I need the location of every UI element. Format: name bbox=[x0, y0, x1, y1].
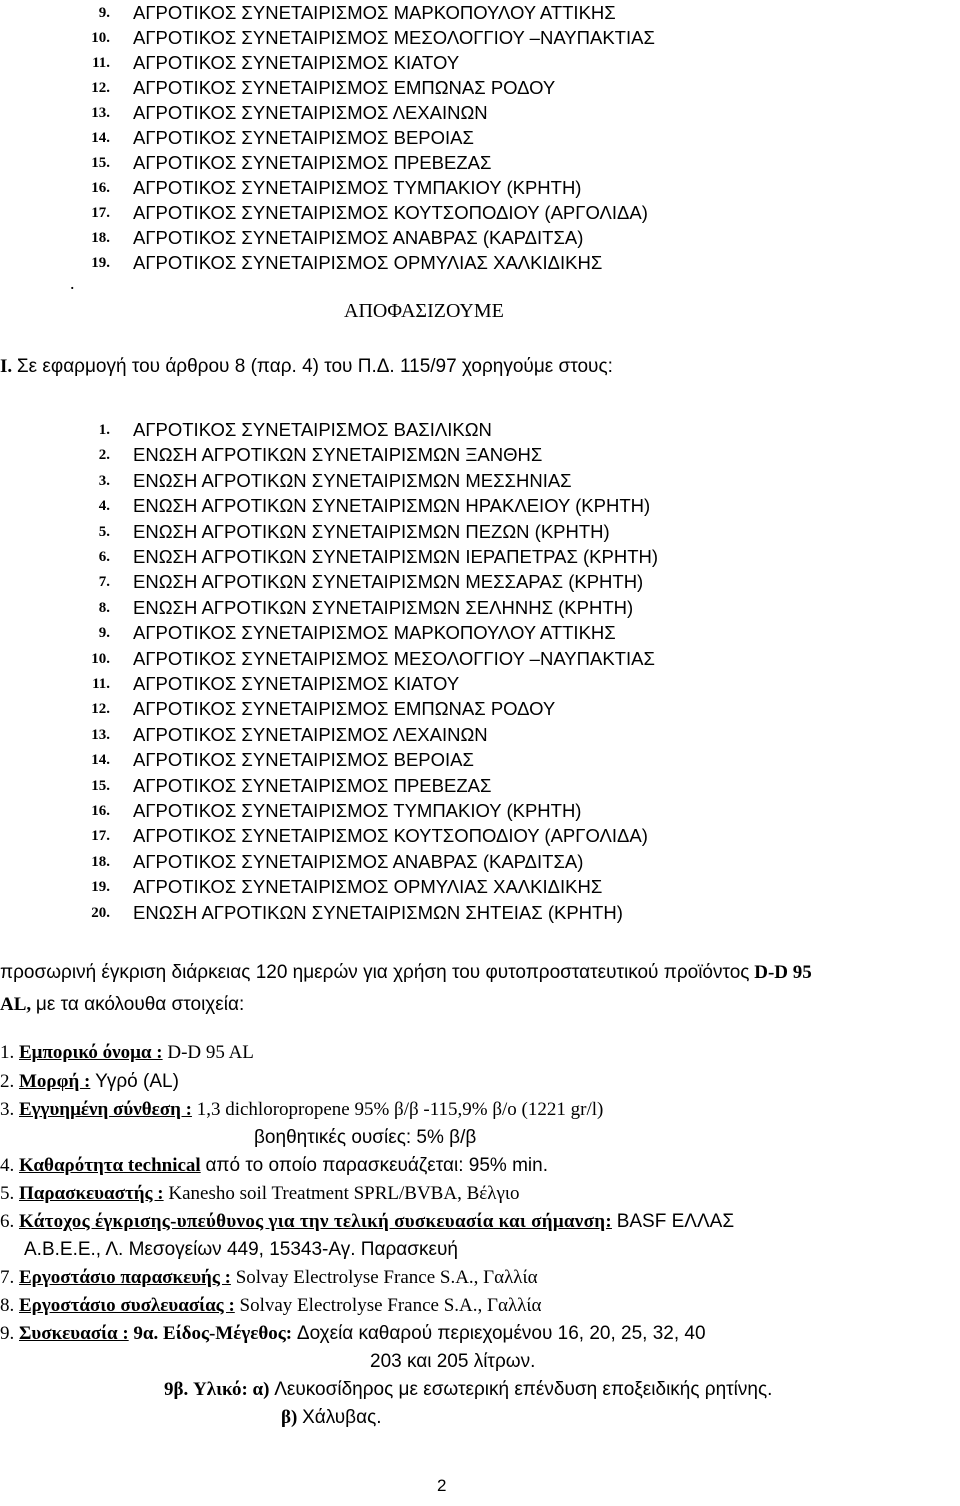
sub-item-label: Υλικό: bbox=[193, 1379, 248, 1400]
option-marker: α) bbox=[252, 1379, 270, 1400]
sub-item-number: 9β. bbox=[164, 1379, 189, 1400]
product-code: D-D 95 bbox=[754, 962, 812, 983]
product-code-suffix: AL, bbox=[0, 994, 32, 1015]
item-holder-address: Α.Β.Ε.Ε., Λ. Μεσογείων 449, 15343-Αγ. Παρασκευή bbox=[24, 1239, 458, 1260]
intro-line-2 bbox=[0, 994, 244, 1016]
option-marker: β) bbox=[281, 1407, 298, 1428]
item-composition: 3. Εγγυημένη σύνθεση : 1,3 dichloropropene 95% β/β -115,9% β/ο (1221 gr/l) bbox=[0, 1099, 604, 1120]
section-intro bbox=[0, 356, 613, 378]
item-label: Συσκευασία : bbox=[19, 1323, 129, 1344]
item-value: Υγρό (AL) bbox=[95, 1071, 179, 1092]
item-value: Kanesho soil Treatment SPRL/BVBA, Βέλγιο bbox=[168, 1183, 520, 1204]
item-label: Εγγυημένη σύνθεση : bbox=[19, 1099, 192, 1120]
item-manufacturer: 5. Παρασκευαστής : Kanesho soil Treatment SPRL/BVBA, Βέλγιο bbox=[0, 1183, 520, 1204]
item-value: D-D 95 AL bbox=[167, 1042, 254, 1063]
item-label: Εργοστάσιο συσλευασίας : bbox=[19, 1295, 235, 1316]
item-packaging-plant: 8. Εργοστάσιο συσλευασίας : Solvay Electrolyse France S.A., Γαλλία bbox=[0, 1295, 542, 1316]
item-value: Solvay Electrolyse France S.A., Γαλλία bbox=[235, 1267, 538, 1288]
item-label: Κάτοχος έγκρισης-υπεύθυνος για την τελική συσκευασία και σήμανση: bbox=[19, 1211, 612, 1232]
item-holder: 6. Κάτοχος έγκρισης-υπεύθυνος για την τελική συσκευασία και σήμανση: BASF ΕΛΛΑΣ bbox=[0, 1211, 735, 1232]
intro-text-2: με τα ακόλουθα στοιχεία: bbox=[35, 994, 245, 1015]
item-purity: 4. Καθαρότητα technical από το οποίο παρασκευάζεται: 95% min. bbox=[0, 1155, 548, 1176]
item-form: 2. Μορφή : Υγρό (AL) bbox=[0, 1071, 179, 1092]
intro-line-1 bbox=[0, 962, 812, 984]
item-value: BASF ΕΛΛΑΣ bbox=[616, 1211, 735, 1232]
item-value: 1,3 dichloropropene 95% β/β -115,9% β/ο (1221 gr/l) bbox=[196, 1099, 604, 1120]
item-composition-extra: βοηθητικές ουσίες: 5% β/β bbox=[254, 1127, 477, 1148]
section-text: Σε εφαρμογή του άρθρου 8 (παρ. 4) του Π.Δ. 115/97 χορηγούμε στους: bbox=[16, 356, 613, 377]
item-label: Εργοστάσιο παρασκευής : bbox=[19, 1267, 231, 1288]
decision-heading: ΑΠΟΦΑΣΙΖΟΥΜΕ bbox=[344, 300, 504, 322]
section-number: Ι. bbox=[0, 356, 13, 377]
item-packaging-material-b bbox=[281, 1407, 382, 1429]
page-number: 2 bbox=[437, 1476, 447, 1495]
item-value: Solvay Electrolyse France S.A., Γαλλία bbox=[239, 1295, 542, 1316]
intro-text: προσωρινή έγκριση διάρκειας 120 ημερών για χρήση του φυτοπροστατευτικού προϊόντος bbox=[0, 962, 750, 983]
item-label: Εμπορικό όνομα : bbox=[19, 1042, 163, 1063]
option-value: Χάλυβας. bbox=[302, 1407, 382, 1428]
stray-dot: . bbox=[70, 273, 75, 293]
item-packaging-sizes-cont: 203 και 205 λίτρων. bbox=[370, 1351, 536, 1372]
sub-item-value: Δοχεία καθαρού περιεχομένου 16, 20, 25, 32, 40 bbox=[296, 1323, 706, 1344]
item-label: Παρασκευαστής : bbox=[19, 1183, 164, 1204]
item-packaging-material bbox=[164, 1379, 772, 1401]
sub-item-number: 9α. bbox=[133, 1323, 159, 1344]
item-production-plant: 7. Εργοστάσιο παρασκευής : Solvay Electrolyse France S.A., Γαλλία bbox=[0, 1267, 538, 1288]
item-trade-name: 1. Εμπορικό όνομα : D-D 95 AL bbox=[0, 1042, 254, 1063]
item-label: Καθαρότητα technical bbox=[19, 1155, 201, 1176]
item-label: Μορφή : bbox=[19, 1071, 91, 1092]
item-packaging: 9. Συσκευασία : 9α. Είδος-Μέγεθος: Δοχεία καθαρού περιεχομένου 16, 20, 25, 32, 40 bbox=[0, 1323, 706, 1344]
option-value: Λευκοσίδηρος με εσωτερική επένδυση εποξειδικής ρητίνης. bbox=[274, 1379, 773, 1400]
item-value: από το οποίο παρασκευάζεται: 95% min. bbox=[205, 1155, 548, 1176]
sub-item-label: Είδος-Μέγεθος: bbox=[163, 1323, 293, 1344]
